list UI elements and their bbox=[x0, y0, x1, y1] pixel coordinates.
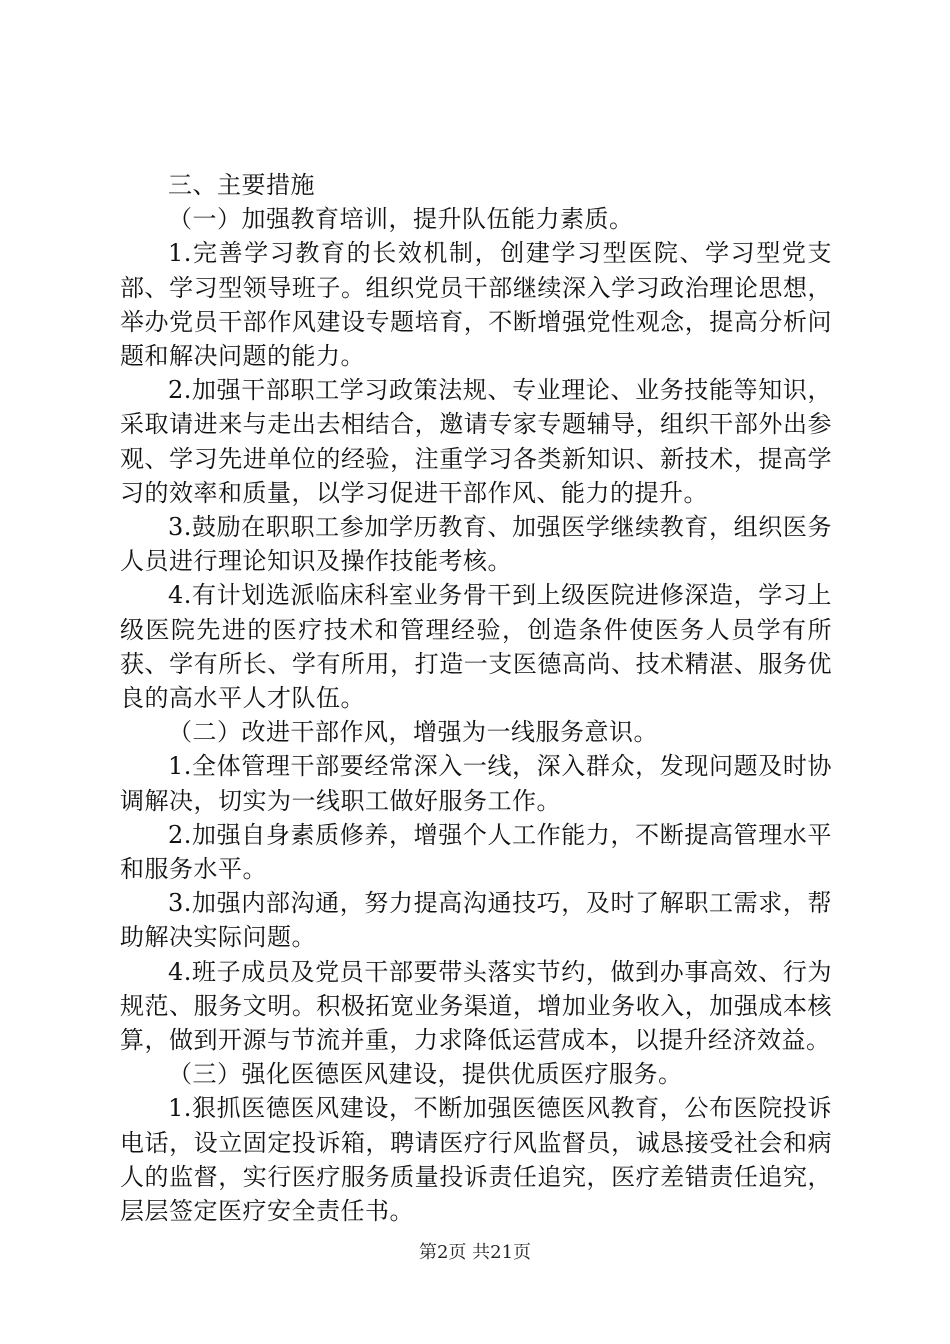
page-footer: 第2页 共21页 bbox=[418, 1242, 532, 1263]
paragraph: 1.全体管理干部要经常深入一线，深入群众，发现问题及时协调解决，切实为一线职工做好服务工作。 bbox=[120, 752, 832, 815]
section-heading: 三、主要措施 bbox=[168, 171, 315, 199]
paragraph: 4.班子成员及党员干部要带头落实节约，做到办事高效、行为规范、服务文明。积极拓宽业务渠道，增加业务收入，加强成本核算，做到开源与节流并重，力求降低运营成本，以提升经济效益。 bbox=[120, 957, 832, 1055]
subsection-heading-3: （三）强化医德医风建设，提供优质医疗服务。 bbox=[168, 1060, 683, 1089]
paragraph: 3.加强内部沟通，努力提高沟通技巧，及时了解职工需求，帮助解决实际问题。 bbox=[120, 889, 832, 952]
paragraph: 4.有计划选派临床科室业务骨干到上级医院进修深造，学习上级医院先进的医疗技术和管理经验，创造条件使医务人员学有所获、学有所长、学有所用，打造一支医德高尚、技术精湛、服务优良的高水平人才队伍。 bbox=[120, 581, 832, 713]
paragraph: 1.完善学习教育的长效机制，创建学习型医院、学习型党支部、学习型领导班子。组织党员干部继续深入学习政治理论思想，举办党员干部作风建设专题培育，不断增强党性观念，提高分析问题和解决问题的能力。 bbox=[120, 239, 832, 371]
paragraph: 2.加强干部职工学习政策法规、专业理论、业务技能等知识，采取请进来与走出去相结合，邀请专家专题辅导，组织干部外出参观、学习先进单位的经验，注重学习各类新知识、新技术，提高学习的效率和质量，以学习促进干部作风、能力的提升。 bbox=[120, 376, 832, 507]
paragraph: 2.加强自身素质修养，增强个人工作能力，不断提高管理水平和服务水平。 bbox=[120, 820, 832, 884]
subsection-heading-1: （一）加强教育培训，提升队伍能力素质。 bbox=[168, 205, 634, 234]
paragraph: 1.狠抓医德医风建设，不断加强医德医风教育，公布医院投诉电话，设立固定投诉箱，聘请医疗行风监督员，诚恳接受社会和病人的监督，实行医疗服务质量投诉责任追究，医疗差错责任追究，层层签定医疗安全责任书。 bbox=[120, 1094, 832, 1226]
paragraph: 3.鼓励在职职工参加学历教育、加强医学继续教育，组织医务人员进行理论知识及操作技能考核。 bbox=[120, 513, 832, 576]
subsection-heading-2: （二）改进干部作风，增强为一线服务意识。 bbox=[168, 718, 658, 747]
document-body bbox=[120, 168, 832, 1228]
